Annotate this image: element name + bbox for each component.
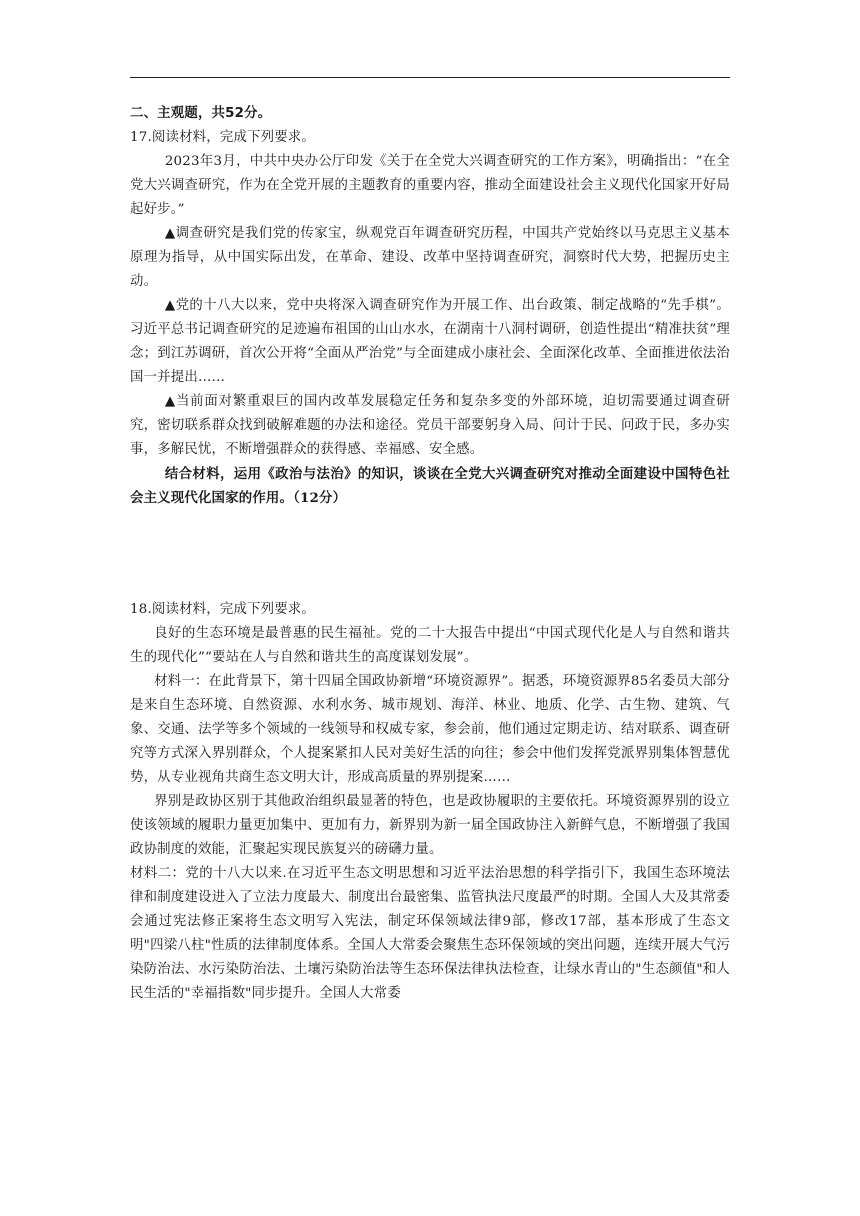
q18-material1: 材料一：在此背景下，第十四届全国政协新增“环境资源界”。据悉，环境资源界85名委员大部分是来自生态环境、自然资源、水利水务、城市规划、海洋、林业、地质、化学、古生物、建筑、气象、交通、法学等多个领域的一线领导和权威专家，参会前，他们通过定期走访、结对联系、调查研究等方式深入界别群众，个人提案紧扣人民对美好生活的向往；参会中他们发挥党派界别集体智慧优势，从专业视角共商生态文明大计，形成高质量的界别提案……: [130, 674, 730, 785]
q17-paragraph: ▲党的十八大以来，党中央将深入调查研究作为开展工作、出台政策、制定战略的“先手棋”。 习近平总书记调查研究的足迹遍布祖国的山山水水，在湖南十八洞村调研，创造性提出“精准扶贫”理念；到江苏调研，首次公开将“全面从严治党”与全面建成小康社会、全面深化改革、全面推进依法治国一并提出……: [130, 298, 730, 385]
q18-material2: 材料二：党的十八大以来.在习近平生态文明思想和习近平法治思想的科学指引下，我国生态环境法律和制度建设进入了立法力度最大、制度出台最密集、监管执法尺度最严的时期。全国人大及其常委会通过宪法修正案将生态文明写入宪法，制定环保领域法律9部，修改17部，基本形成了生态文明"四梁八柱"性质的法律制度体系。全国人大常委会聚焦生态环保领域的突出问题，连续开展大气污染防治法、水污染防治法、土壤污染防治法等生态环保法律执法检查，让绿水青山的"生态颜值"和人民生活的"幸福指数"同步提升。全国人大常委: [130, 866, 730, 1001]
answer-space: [130, 510, 730, 598]
q17-paragraph: ▲当前面对繁重艰巨的国内改革发展稳定任务和复杂多变的外部环境，迫切需要通过调查研究，密切联系群众找到破解难题的办法和途径。党员干部要躬身入局、问计于民、问政于民，多办实事，多解民忧，不断增强群众的获得感、幸福感、安全感。: [130, 394, 730, 457]
section-title: 二、主观题，共52分。: [130, 106, 272, 121]
q17-stem: 17.阅读材料，完成下列要求。: [130, 130, 315, 145]
q18-material1-cont: 界别是政协区别于其他政治组织最显著的特色，也是政协履职的主要依托。环境资源界别的设立使该领域的履职力量更加集中、更加有力，新界别为新一届全国政协注入新鲜气息，不断增强了我国政协制度的效能，汇聚起实现民族复兴的磅礴力量。: [130, 794, 730, 857]
q18-stem: 18.阅读材料，完成下列要求。: [130, 602, 315, 617]
page-content: [130, 102, 730, 1006]
q18-intro: 良好的生态环境是最普惠的民生福祉。党的二十大报告中提出“中国式现代化是人与自然和谐共生的现代化”“要站在人与自然和谐共生的高度谋划发展”。: [130, 626, 730, 665]
q17-paragraph: ▲调查研究是我们党的传家宝，纵观党百年调查研究历程，中国共产党始终以马克思主义基本原理为指导，从中国实际出发，在革命、建设、改革中坚持调查研究，洞察时代大势，把握历史主动。: [130, 226, 730, 289]
header-rule: [130, 77, 730, 78]
q17-paragraph: 2023年3月，中共中央办公厅印发《关于在全党大兴调查研究的工作方案》，明确指出：“在全党大兴调查研究，作为在全党开展的主题教育的重要内容，推动全面建设社会主义现代化国家开好局起好步。”: [130, 154, 730, 217]
q17-requirement: 结合材料，运用《政治与法治》的知识，谈谈在全党大兴调查研究对推动全面建设中国特色社会主义现代化国家的作用。（12分）: [130, 466, 730, 506]
